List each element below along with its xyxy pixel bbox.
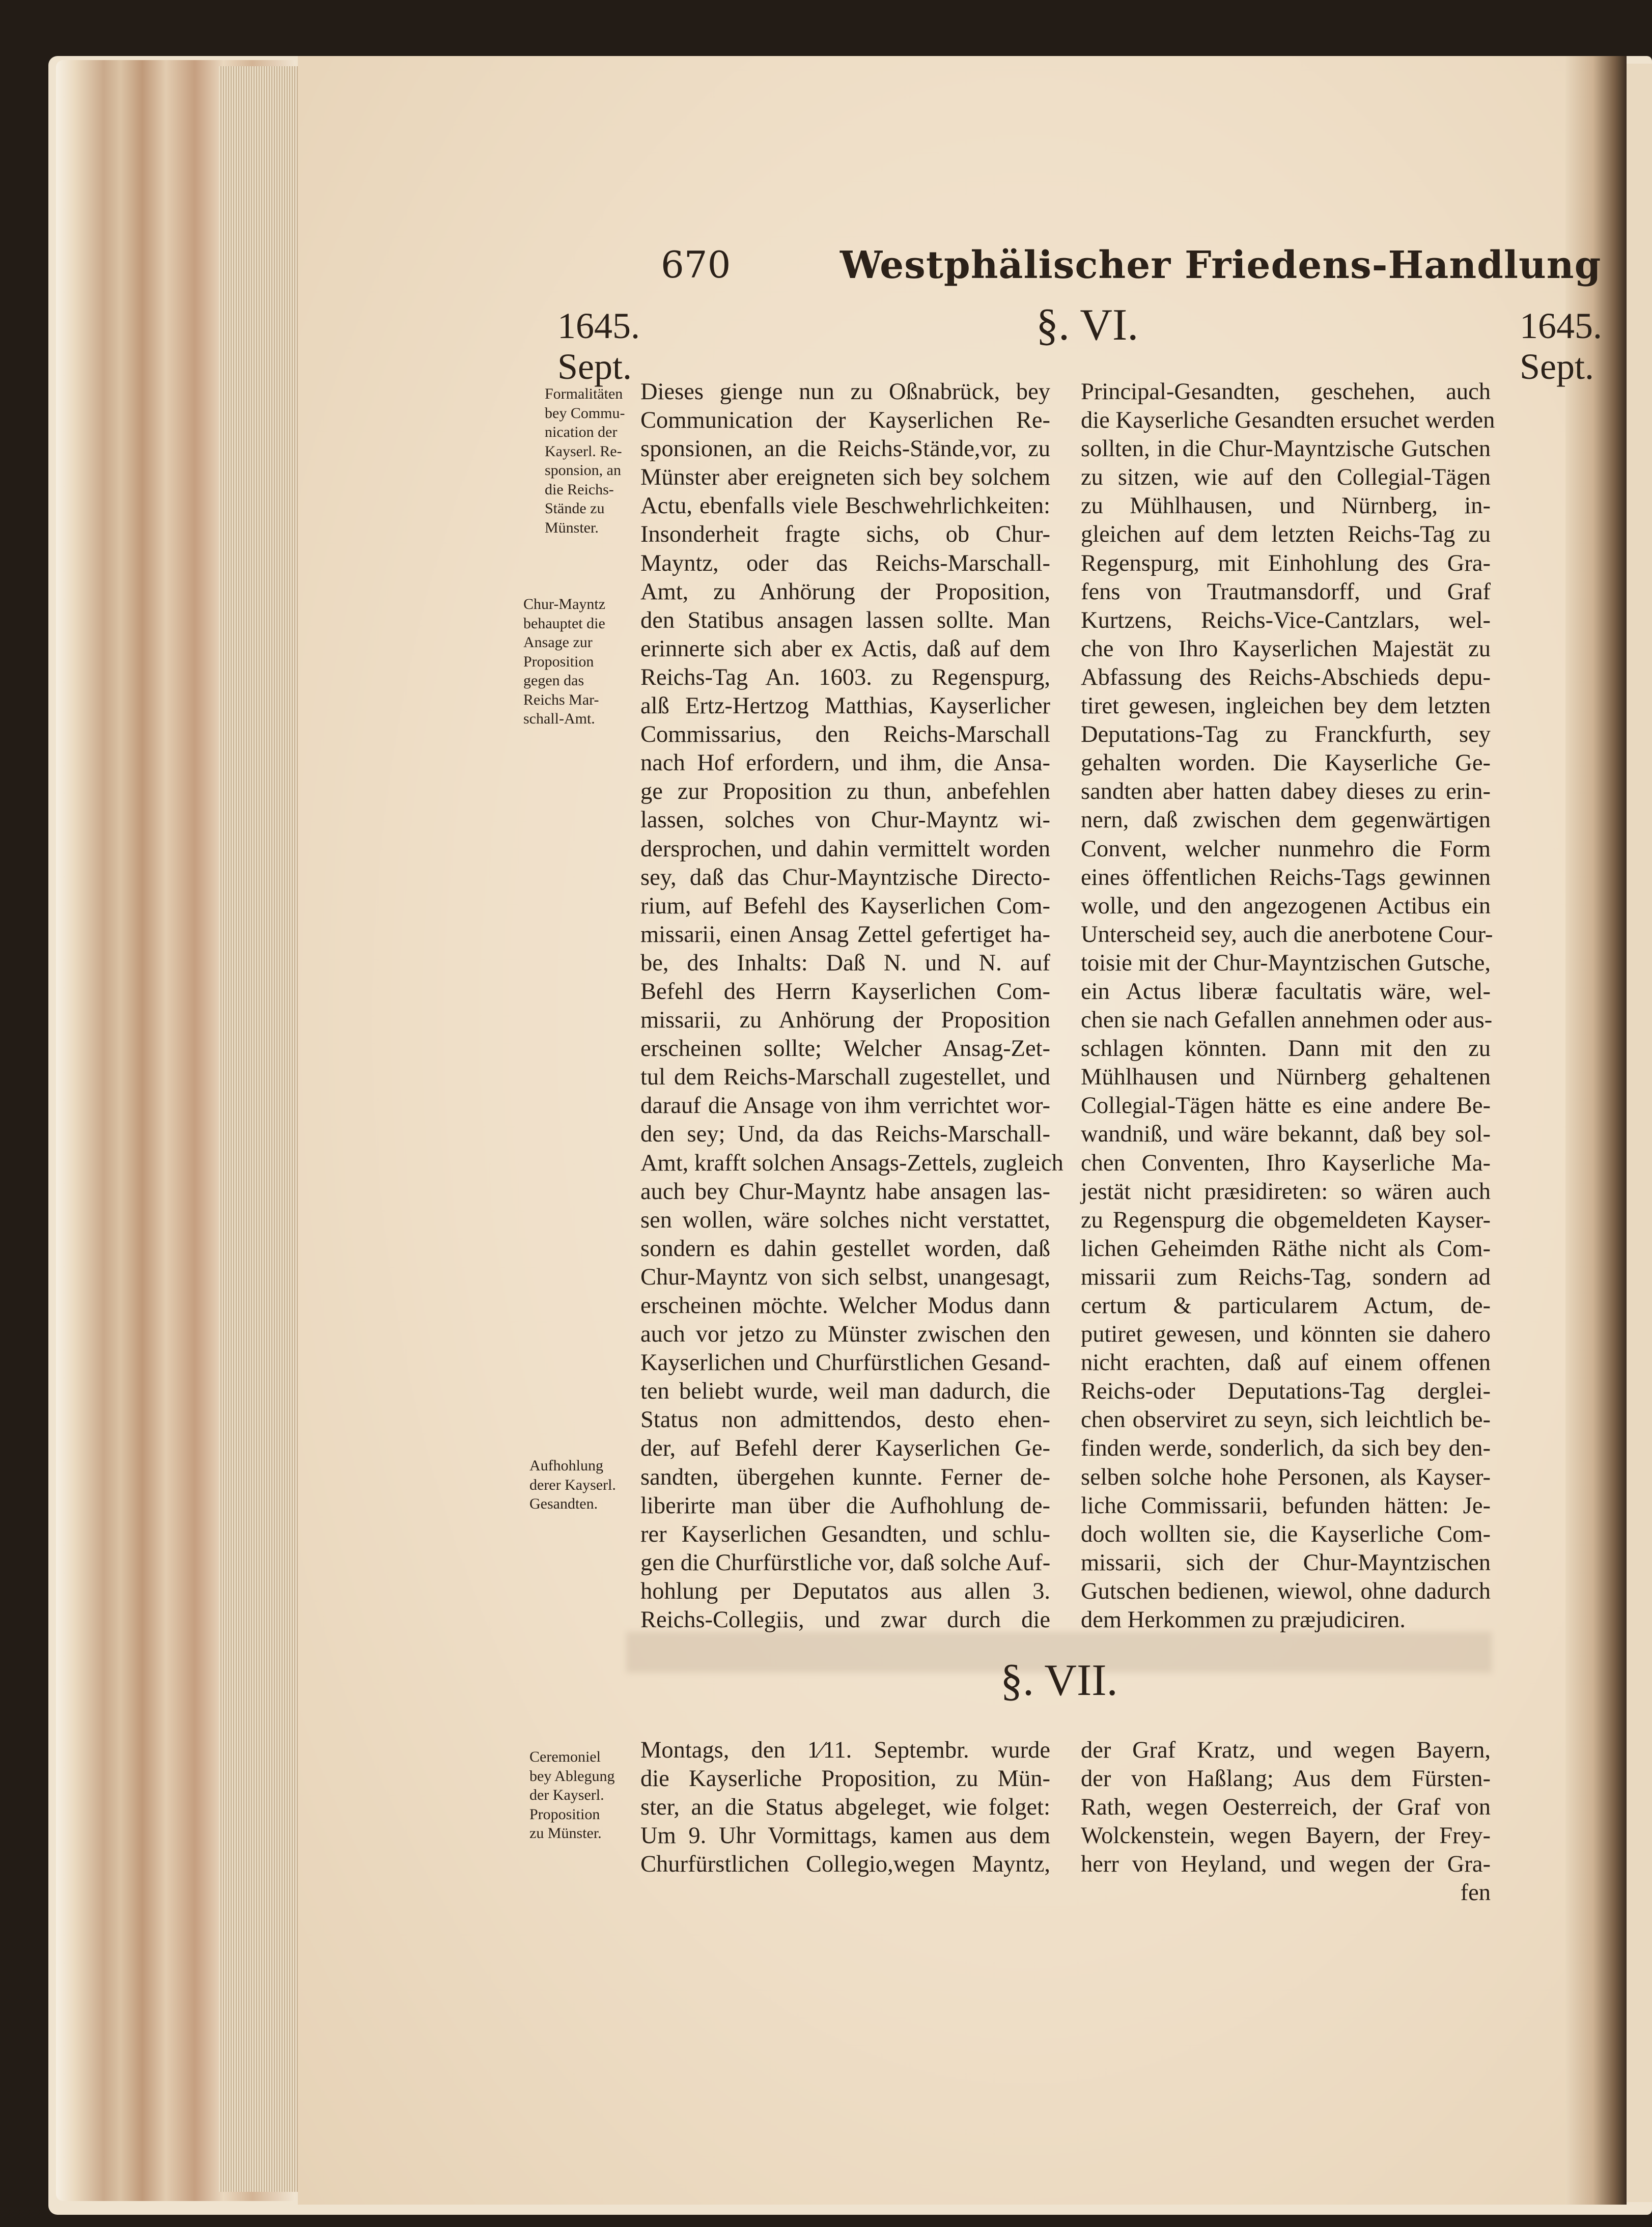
text-line: Unterscheid sey, auch die anerbotene Cour- (1081, 921, 1493, 948)
text-line: ge zur Proposition zu thun, anbefehlen (640, 778, 1050, 805)
text-line: ein Actus liberæ facultatis wäre, wel- (1081, 978, 1491, 1005)
text-line: liberirte man über die Aufhohlung de- (640, 1492, 1050, 1519)
text-line: missarii, zu Anhörung der Proposition (640, 1007, 1050, 1034)
text-line: sandten, übergehen kunnte. Ferner de- (640, 1464, 1050, 1490)
text-line: ster, an die Status abgeleget, wie folget: (640, 1794, 1050, 1821)
margin-month: Sept. (557, 346, 632, 387)
marginal-note-line: die Reichs- (545, 481, 614, 498)
marginal-note-line: Gesandten. (529, 1495, 598, 1512)
text-line: lassen, solches von Chur-Mayntz wi- (640, 807, 1050, 833)
text-line: Abfassung des Reichs-Abschieds depu- (1081, 664, 1491, 690)
text-line: erscheinen sollte; Welcher Ansag-Zet- (640, 1036, 1050, 1062)
text-line: selben solche hohe Personen, als Kayser- (1081, 1464, 1491, 1490)
marginal-note-line: bey Commu- (545, 404, 625, 422)
text-line: Communication der Kayserlichen Re- (640, 407, 1050, 434)
marginal-note-line: schall-Amt. (523, 710, 595, 727)
text-line: liche Commissarii, befunden hätten: Je- (1081, 1492, 1491, 1519)
section-vi-heading: §. VI. (1036, 300, 1139, 350)
text-line: zu Regenspurg die obgemeldeten Kayser- (1081, 1207, 1491, 1233)
text-line: Kurtzens, Reichs-Vice-Cantzlars, wel- (1081, 607, 1491, 633)
text-line: Actu, ebenfalls viele Beschwehrlichkeiten: (640, 493, 1050, 519)
text-line: gehalten worden. Die Kayserliche Ge- (1081, 750, 1491, 776)
text-line: Münster aber ereigneten sich bey solchem (640, 464, 1050, 491)
text-line: rer Kayserlichen Gesandten, und schlu- (640, 1521, 1050, 1547)
marginal-note-line: derer Kayserl. (529, 1476, 616, 1493)
text-line: sey, daß das Chur-Mayntzische Directo- (640, 864, 1050, 890)
marginal-note-line: Proposition (529, 1805, 600, 1823)
margin-date-left (557, 305, 640, 387)
text-line: erscheinen möchte. Welcher Modus dann (640, 1293, 1050, 1319)
text-line: Reichs-Collegiis, und zwar durch die (640, 1607, 1050, 1633)
text-line: auch vor jetzo zu Münster zwischen den (640, 1321, 1050, 1348)
text-line: Reichs-oder Deputations-Tag derglei- (1081, 1378, 1491, 1405)
margin-date-right (1520, 305, 1602, 387)
text-line: gleichen auf dem letzten Reichs-Tag zu (1081, 521, 1491, 548)
marginal-note-line: gegen das (523, 672, 584, 689)
marginal-note-line: zu Münster. (529, 1825, 602, 1842)
text-line: hohlung per Deputatos aus allen 3. (640, 1578, 1050, 1604)
text-line: missarii zum Reichs-Tag, sondern ad (1081, 1264, 1491, 1290)
marginal-note-line: Stände zu (545, 500, 605, 517)
text-line: tul dem Reichs-Marschall zugestellet, und (640, 1064, 1050, 1091)
text-line: Chur-Mayntz von sich selbst, unangesagt, (640, 1264, 1050, 1290)
text-line: Reichs-Tag An. 1603. zu Regenspurg, (640, 664, 1050, 690)
marginal-note-line: der Kayserl. (529, 1787, 604, 1803)
text-line: Mühlhausen und Nürnberg gehaltenen (1081, 1064, 1491, 1091)
facing-page-edge (1627, 64, 1652, 2202)
text-line: sen wollen, wäre solches nicht verstattet, (640, 1207, 1050, 1233)
text-line: eines öffentlichen Reichs-Tags gewinnen (1081, 864, 1491, 890)
text-line: missarii, einen Ansag Zettel gefertiget ha- (640, 921, 1050, 948)
text-line: Commissarius, den Reichs-Marschall (640, 721, 1050, 748)
text-line: Regenspurg, mit Einhohlung des Gra- (1081, 550, 1491, 576)
marginal-note-aufhohlung (529, 1456, 616, 1514)
section-vii-heading: §. VII. (1000, 1656, 1118, 1705)
text-line: den Statibus ansagen lassen sollte. Man (640, 607, 1050, 633)
text-line: be, des Inhalts: Daß N. und N. auf (640, 950, 1050, 976)
text-line: rium, auf Befehl des Kayserlichen Com- (640, 893, 1050, 919)
text-line: Wolckenstein, wegen Bayern, der Frey- (1081, 1823, 1491, 1849)
text-line: toisie mit der Chur-Mayntzischen Gutsche, (1081, 950, 1491, 976)
text-line: nern, daß zwischen dem gegenwärtigen (1081, 807, 1491, 833)
margin-month: Sept. (1520, 346, 1594, 387)
marginal-note-line: Kayserl. Re- (545, 442, 622, 460)
text-line: sponsionen, an die Reichs-Stände,vor, zu (640, 436, 1050, 462)
text-line: sondern es dahin gestellet worden, daß (640, 1235, 1050, 1262)
page-number: 670 (661, 243, 731, 286)
marginal-note-line: Münster. (545, 519, 599, 536)
marginal-note-line: nication der (545, 424, 618, 440)
marginal-note-line: Reichs Mar- (523, 691, 599, 708)
text-line: Montags, den 1⁄11. Septembr. wurde (640, 1737, 1050, 1763)
marginal-note-ceremoniel (529, 1747, 614, 1843)
text-line: der Graf Kratz, und wegen Bayern, (1081, 1737, 1491, 1763)
text-line: finden werde, sonderlich, da sich bey den- (1081, 1435, 1491, 1462)
text-line: doch wollten sie, die Kayserliche Com- (1081, 1521, 1491, 1547)
text-line: zu Mühlhausen, und Nürnberg, in- (1081, 493, 1491, 519)
text-line: chen sie nach Gefallen annehmen oder aus- (1081, 1007, 1493, 1034)
text-line: tiret gewesen, ingleichen bey dem letzten (1081, 693, 1491, 719)
text-line: wolle, und den angezogenen Actibus ein (1081, 893, 1491, 919)
text-line: Rath, wegen Oesterreich, der Graf von (1081, 1794, 1491, 1821)
text-line: nach Hof erfordern, und ihm, die Ansa- (640, 750, 1050, 776)
page-header (0, 243, 1652, 299)
text-line: auch bey Chur-Mayntz habe ansagen las- (640, 1178, 1050, 1205)
text-line: der von Haßlang; Aus dem Fürsten- (1081, 1766, 1491, 1792)
text-line: Collegial-Tägen hätte es eine andere Be- (1081, 1093, 1491, 1119)
margin-year: 1645. (557, 305, 640, 346)
text-line: herr von Heyland, und wegen der Gra- (1081, 1851, 1491, 1878)
text-line: Kayserlichen und Churfürstlichen Gesand- (640, 1350, 1050, 1376)
text-line: zu sitzen, wie auf den Collegial-Tägen (1081, 464, 1491, 491)
marginal-note-line: Ansage zur (523, 634, 593, 651)
marginal-note-line: Proposition (523, 653, 594, 670)
text-line: sandten aber hatten dabey dieses zu erin- (1081, 778, 1491, 805)
text-line: die Kayserliche Proposition, zu Mün- (640, 1766, 1050, 1792)
running-title: Westphälischer Friedens-Handlung (840, 243, 1602, 287)
margin-year: 1645. (1520, 305, 1602, 346)
text-line: putiret gewesen, und könnten sie dahero (1081, 1321, 1491, 1348)
text-line: certum & particularem Actum, de- (1081, 1293, 1491, 1319)
text-line: chen Conventen, Ihro Kayserliche Ma- (1081, 1150, 1491, 1176)
text-line: jestät nicht præsidireten: so wären auch (1081, 1178, 1491, 1205)
text-line: Amt, krafft solchen Ansags-Zettels, zugleich (640, 1150, 1063, 1176)
marginal-note-line: sponsion, an (545, 462, 621, 479)
section-vii-right-column (1081, 1736, 1491, 1908)
text-line: schlagen könnten. Dann mit den zu (1081, 1036, 1491, 1062)
text-line: den sey; Und, da das Reichs-Marschall- (640, 1121, 1050, 1148)
text-line: dem Herkommen zu præjudiciren. (1081, 1607, 1406, 1633)
marginal-note-formalities (545, 384, 625, 537)
text-line: die Kayserliche Gesandten ersuchet werden (1081, 407, 1495, 434)
text-line: lichen Geheimden Räthe nicht als Com- (1081, 1235, 1491, 1262)
text-line: Principal-Gesandten, geschehen, auch (1081, 379, 1491, 405)
marginal-note-line: Aufhohlung (529, 1457, 603, 1474)
marginal-note-chur-mayntz (523, 595, 605, 729)
text-line: der, auf Befehl derer Kayserlichen Ge- (640, 1435, 1050, 1462)
text-line: Status non admittendos, desto ehen- (640, 1407, 1050, 1433)
text-line: Gutschen bedienen, wiewol, ohne dadurch (1081, 1578, 1491, 1604)
text-line: Churfürstlichen Collegio,wegen Mayntz, (640, 1851, 1050, 1878)
text-line: darauf die Ansage von ihm verrichtet wor- (640, 1093, 1050, 1119)
text-line: alß Ertz-Hertzog Matthias, Kayserlicher (640, 693, 1050, 719)
text-line: sollten, in die Chur-Mayntzische Gutschen (1081, 436, 1491, 462)
text-line: wandniß, und wäre bekannt, daß bey sol- (1081, 1121, 1491, 1148)
text-line: erinnerte sich aber ex Actis, daß auf dem (640, 635, 1050, 662)
text-line: chen observiret zu seyn, sich leichtlich be- (1081, 1407, 1491, 1433)
text-line: Insonderheit fragte sichs, ob Chur- (640, 521, 1050, 548)
text-line: Deputations-Tag zu Franckfurth, sey (1081, 721, 1491, 748)
section-vi-right-column (1081, 378, 1495, 1634)
text-line: fen (1460, 1880, 1491, 1906)
text-line: Befehl des Herrn Kayserlichen Com- (640, 978, 1050, 1005)
text-line: missarii, sich der Chur-Mayntzischen (1081, 1549, 1491, 1576)
text-line: gen die Churfürstliche vor, daß solche Auf- (640, 1549, 1051, 1576)
marginal-note-line: bey Ablegung (529, 1767, 615, 1785)
text-line: fens von Trautmansdorff, und Graf (1081, 578, 1491, 605)
marginal-note-line: behauptet die (523, 615, 605, 632)
text-line: dersprochen, und dahin vermittelt worden (640, 836, 1050, 862)
marginal-note-line: Ceremoniel (529, 1748, 601, 1765)
text-line: Um 9. Uhr Vormittags, kamen aus dem (640, 1823, 1050, 1849)
text-line: Dieses gienge nun zu Oßnabrück, bey (640, 379, 1050, 405)
marginal-note-line: Chur-Mayntz (523, 596, 606, 613)
text-line: nicht erachten, daß auf einem offenen (1081, 1350, 1491, 1376)
text-line: Amt, zu Anhörung der Proposition, (640, 578, 1050, 605)
text-line: ten beliebt wurde, weil man dadurch, die (640, 1378, 1050, 1405)
section-vi-left-column (640, 378, 1063, 1634)
text-line: Mayntz, oder das Reichs-Marschall- (640, 550, 1050, 576)
text-line: che von Ihro Kayserlichen Majestät zu (1081, 635, 1491, 662)
page-edge-lines (219, 66, 300, 2192)
marginal-note-line: Formalitäten (545, 385, 623, 402)
text-line: Convent, welcher nunmehro die Form (1081, 836, 1491, 862)
section-vii-left-column (640, 1736, 1050, 1879)
